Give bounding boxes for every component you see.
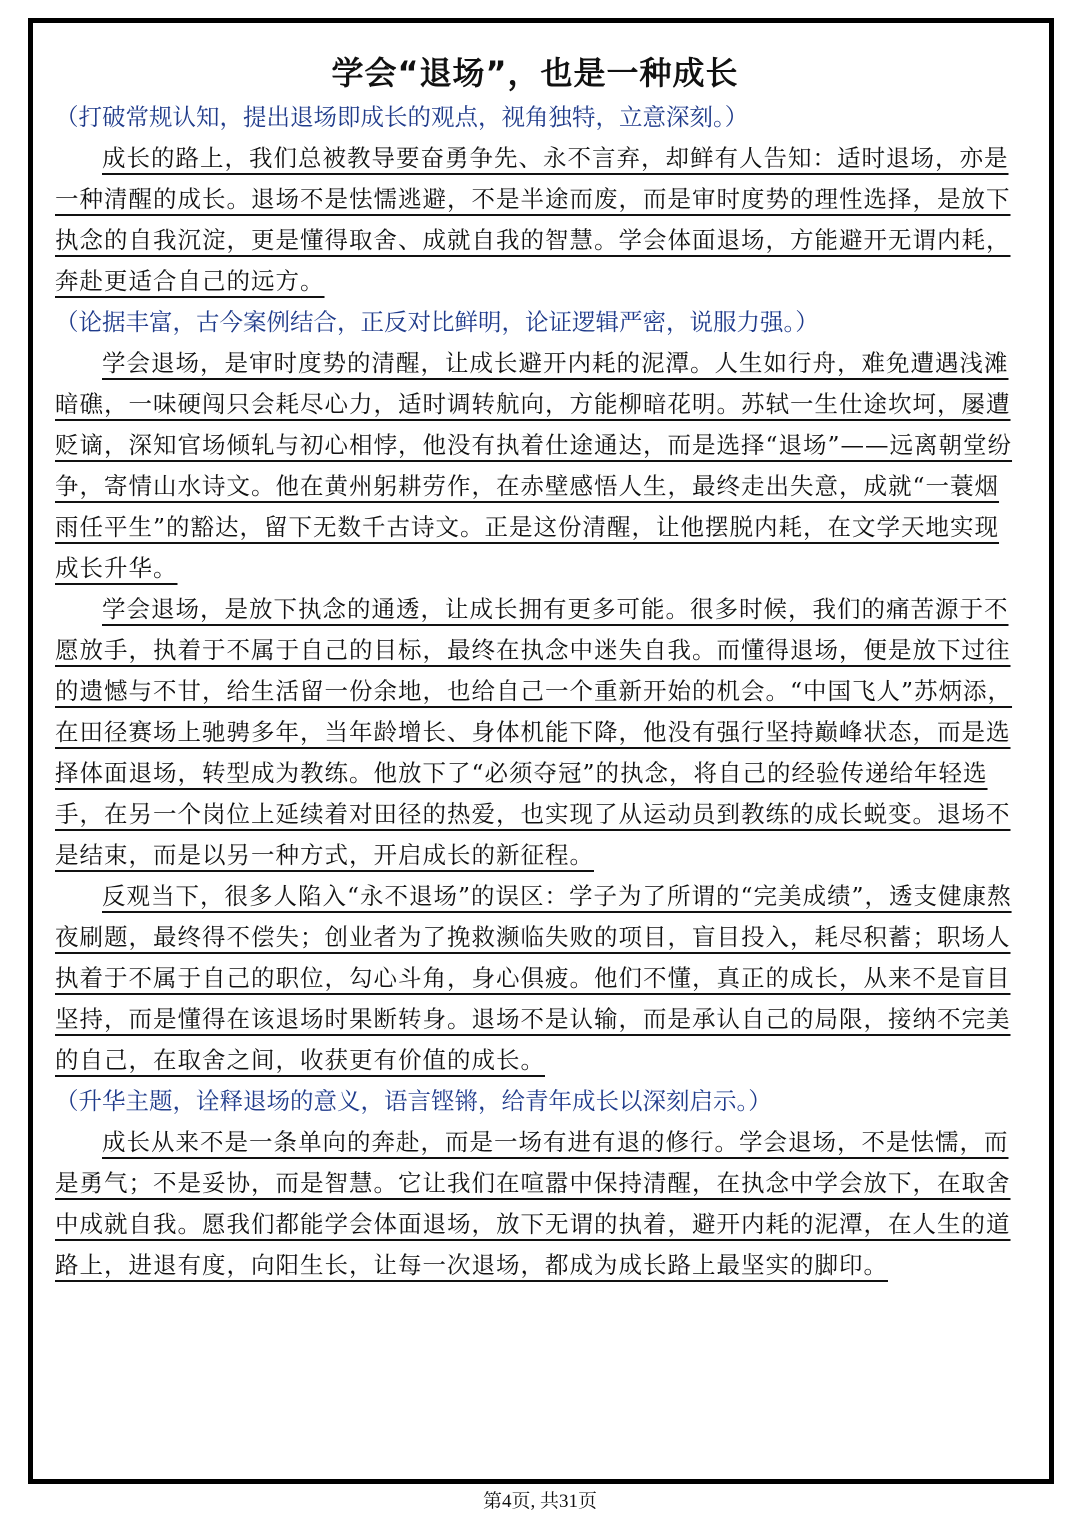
essay-paragraph <box>55 138 1015 302</box>
annotation-note-3: （升华主题，诠释退场的意义，语言铿锵，给青年成长以深刻启示。） <box>55 1087 772 1115</box>
page-frame <box>28 18 1054 1484</box>
paragraph-text: 学会退场，是放下执念的通透，让成长拥有更多可能。很多时候，我们的痛苦源于不愿放手，执着于不属于自己的目标，最终在执念中迷失自我。而懂得退场，便是放下过往的遗憾与不甘，给生活留一份余地，也给自己一个重新开始的机会。“中国飞人”苏炳添，在田径赛场上驰骋多年，当年龄增长、身体机能下降，他没有强行坚持巅峰状态，而是选择体面退场，转型成为教练。他放下了“必须夺冠”的执念，将自己的经验传递给年轻选手，在另一个岗位上延续着对田径的热爱，也实现了从运动员到教练的成长蜕变。退场不是结束，而是以另一种方式，开启成长的新征程。 <box>55 595 1013 869</box>
essay-paragraph <box>55 1122 1015 1286</box>
paragraph-text: 成长从来不是一条单向的奔赴，而是一场有进有退的修行。学会退场，不是怯懦，而是勇气；不是妥协，而是智慧。它让我们在喧嚣中保持清醒，在执念中学会放下，在取舍中成就自我。愿我们都能学会体面退场，放下无谓的执着，避开内耗的泥潭，在人生的道路上，进退有度，向阳生长，让每一次退场，都成为成长路上最坚实的脚印。 <box>55 1128 1011 1279</box>
page-number: 第4页, 共31页 <box>482 1491 597 1512</box>
paragraph-text: 成长的路上，我们总被教导要奋勇争先、永不言弃，却鲜有人告知：适时退场，亦是一种清醒的成长。退场不是怯懦逃避，不是半途而废，而是审时度势的理性选择，是放下执念的自我沉淀，更是懂得取舍、成就自我的智慧。学会体面退场，方能避开无谓内耗，奔赴更适合自己的远方。 <box>55 144 1011 295</box>
essay-paragraph <box>55 876 1015 1081</box>
annotation-note-2: （论据丰富，古今案例结合，正反对比鲜明，论证逻辑严密，说服力强。） <box>55 308 819 336</box>
essay-title: 学会“退场”，也是一种成长 <box>331 54 739 92</box>
essay-content <box>55 53 1015 1286</box>
essay-paragraph <box>55 343 1015 589</box>
paragraph-text: 反观当下，很多人陷入“永不退场”的误区：学子为了所谓的“完美成绩”，透支健康熬夜刷题，最终得不偿失；创业者为了挽救濒临失败的项目，盲目投入，耗尽积蓄；职场人执着于不属于自己的职位，勾心斗角，身心俱疲。他们不懂，真正的成长，从来不是盲目坚持，而是懂得在该退场时果断转身。退场不是认输，而是承认自己的局限，接纳不完美的自己，在取舍之间，收获更有价值的成长。 <box>55 882 1012 1074</box>
paragraph-text: 学会退场，是审时度势的清醒，让成长避开内耗的泥潭。人生如行舟，难免遭遇浅滩暗礁，一味硬闯只会耗尽心力，适时调转航向，方能柳暗花明。苏轼一生仕途坎坷，屡遭贬谪，深知官场倾轧与初心相悖，他没有执着仕途通达，而是选择“退场”——远离朝堂纷争，寄情山水诗文。他在黄州躬耕劳作，在赤壁感悟人生，最终走出失意，成就“一蓑烟雨任平生”的豁达，留下无数千古诗文。正是这份清醒，让他摆脱内耗，在文学天地实现成长升华。 <box>55 349 1013 582</box>
essay-paragraph <box>55 589 1015 876</box>
annotation-note-1: （打破常规认知，提出退场即成长的观点，视角独特，立意深刻。） <box>55 103 749 131</box>
